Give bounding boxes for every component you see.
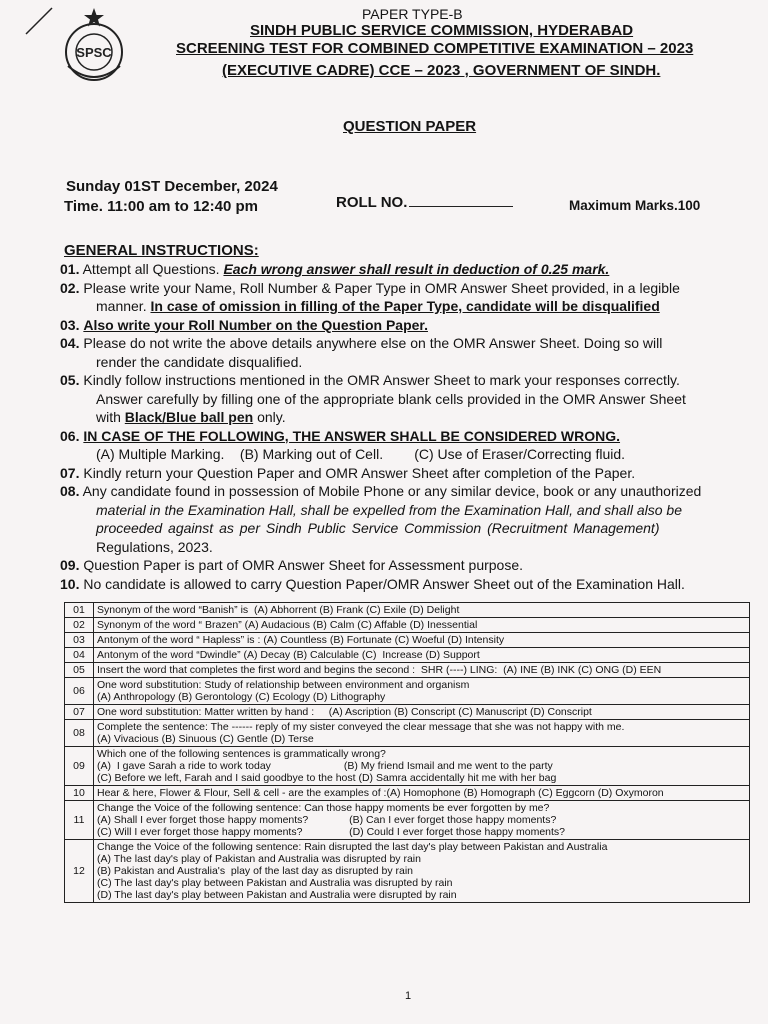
question-row bbox=[65, 720, 750, 747]
question-line: (C) The last day's play between Pakistan and Australia was disrupted by rain bbox=[97, 877, 453, 889]
question-line: Synonym of the word “ Brazen” (A) Audacious (B) Calm (C) Affable (D) Inessential bbox=[97, 619, 478, 631]
question-line: (C) Before we left, Farah and I said goodbye to the host (D) Samra accidentally hit me with her bag bbox=[97, 772, 557, 784]
roll-number-label: ROLL NO. bbox=[336, 194, 408, 211]
question-text bbox=[94, 663, 750, 678]
instruction-04-cont: render the candidate disqualified. bbox=[96, 353, 303, 370]
question-line: Change the Voice of the following sentence: Can those happy moments be ever forgotten by me? bbox=[97, 802, 550, 814]
question-number: 03 bbox=[65, 633, 94, 648]
question-text bbox=[94, 840, 750, 903]
exam-date: Sunday 01ST December, 2024 bbox=[66, 178, 278, 195]
question-line: (D) The last day's play between Pakistan and Australia were disrupted by rain bbox=[97, 889, 457, 901]
question-line: One word substitution: Matter written by hand : (A) Ascription (B) Conscript (C) Manuscript (D) Conscript bbox=[97, 706, 592, 718]
question-row bbox=[65, 603, 750, 618]
question-line: (A) I gave Sarah a ride to work today (B) My friend Ismail and me went to the party bbox=[97, 760, 553, 772]
instruction-03: 03. Also write your Roll Number on the Question Paper. bbox=[60, 316, 428, 333]
question-text bbox=[94, 801, 750, 840]
question-line: (A) Shall I ever forget those happy moments? (B) Can I ever forget those happy moments? bbox=[97, 814, 557, 826]
question-line: (C) Will I ever forget those happy moments? (D) Could I ever forget those happy moments? bbox=[97, 826, 566, 838]
question-text bbox=[94, 747, 750, 786]
question-text bbox=[94, 603, 750, 618]
question-row bbox=[65, 678, 750, 705]
maximum-marks: Maximum Marks.100 bbox=[569, 198, 701, 213]
question-row bbox=[65, 747, 750, 786]
instruction-01: 01. Attempt all Questions. Each wrong answer shall result in deduction of 0.25 mark. bbox=[60, 261, 610, 277]
question-text bbox=[94, 678, 750, 705]
question-row bbox=[65, 663, 750, 678]
question-text bbox=[94, 633, 750, 648]
paper-type: PAPER TYPE-B bbox=[362, 6, 463, 22]
question-line: Insert the word that completes the first word and begins the second : SHR (----) LING: (A) INE (B) INK (C) ONG (D) EEN bbox=[97, 664, 662, 676]
organization-name: SINDH PUBLIC SERVICE COMMISSION, HYDERABAD bbox=[250, 22, 634, 39]
question-number: 08 bbox=[65, 720, 94, 747]
page-number: 1 bbox=[405, 990, 412, 1002]
instructions-heading: GENERAL INSTRUCTIONS: bbox=[64, 242, 259, 259]
instruction-04: 04. Please do not write the above details anywhere else on the OMR Answer Sheet. Doing so will bbox=[60, 335, 663, 351]
instruction-06: 06. IN CASE OF THE FOLLOWING, THE ANSWER SHALL BE CONSIDERED WRONG. bbox=[60, 427, 621, 444]
question-line: Hear & here, Flower & Flour, Sell & cell - are the examples of :(A) Homophone (B) Homograph (C) Eggcorn (D) Oxymoron bbox=[97, 787, 664, 799]
instruction-08: 08. Any candidate found in possession of Mobile Phone or any similar device, book or any unauthorized bbox=[60, 483, 702, 499]
instruction-05: 05. Kindly follow instructions mentioned in the OMR Answer Sheet to mark your responses correctly. bbox=[60, 372, 680, 388]
question-text bbox=[94, 648, 750, 663]
question-line: Change the Voice of the following sentence: Rain disrupted the last day's play between Pakistan and Australia bbox=[97, 841, 608, 853]
instructions-list bbox=[60, 260, 760, 593]
question-number: 10 bbox=[65, 786, 94, 801]
question-number: 01 bbox=[65, 603, 94, 618]
exam-time: Time. 11:00 am to 12:40 pm bbox=[64, 198, 258, 215]
question-line: Antonym of the word “Dwindle” (A) Decay (B) Calculable (C) Increase (D) Support bbox=[97, 649, 480, 661]
instruction-08-cont3: Regulations, 2023. bbox=[96, 538, 213, 555]
roll-number-field[interactable] bbox=[336, 194, 513, 211]
question-row bbox=[65, 648, 750, 663]
question-line: One word substitution: Study of relationship between environment and organism bbox=[97, 679, 470, 691]
question-text bbox=[94, 786, 750, 801]
question-row bbox=[65, 786, 750, 801]
instruction-08-cont: material in the Examination Hall, shall be expelled from the Examination Hall, and shall also be bbox=[96, 501, 682, 518]
question-row bbox=[65, 840, 750, 903]
question-text bbox=[94, 705, 750, 720]
question-line: (B) Pakistan and Australia's play of the last day as disrupted by rain bbox=[97, 865, 414, 877]
instruction-02: 02. Please write your Name, Roll Number & Paper Type in OMR Answer Sheet provided, in a legible bbox=[60, 279, 680, 296]
instruction-06-options: (A) Multiple Marking. (B) Marking out of Cell. (C) Use of Eraser/Correcting fluid. bbox=[96, 446, 626, 462]
exam-title: SCREENING TEST FOR COMBINED COMPETITIVE EXAMINATION – 2023 bbox=[176, 40, 694, 57]
instruction-10: 10. No candidate is allowed to carry Question Paper/OMR Answer Sheet out of the Examination Hall. bbox=[60, 575, 685, 592]
roll-number-blank[interactable] bbox=[409, 194, 513, 207]
logo-text: SPSC bbox=[76, 45, 112, 60]
question-line: Antonym of the word “ Hapless” is : (A) Countless (B) Fortunate (C) Woeful (D) Intensity bbox=[97, 634, 505, 646]
exam-cadre: (EXECUTIVE CADRE) CCE – 2023 , GOVERNMENT OF SINDH. bbox=[222, 62, 661, 79]
question-number: 12 bbox=[65, 840, 94, 903]
question-line: (A) Vivacious (B) Sinuous (C) Gentle (D) Terse bbox=[97, 733, 314, 745]
question-row bbox=[65, 705, 750, 720]
question-text bbox=[94, 720, 750, 747]
question-number: 04 bbox=[65, 648, 94, 663]
question-row bbox=[65, 633, 750, 648]
instruction-08-cont2: proceeded against as per Sindh Public Service Commission (Recruitment Management) bbox=[96, 520, 660, 536]
question-number: 09 bbox=[65, 747, 94, 786]
question-line: (A) The last day's play of Pakistan and Australia was disrupted by rain bbox=[97, 853, 421, 865]
question-line: Complete the sentence: The ------ reply of my sister conveyed the clear message that she was not happy with me. bbox=[97, 721, 625, 733]
instruction-05-cont: Answer carefully by filling one of the appropriate blank cells provided in the OMR Answer Sheet bbox=[96, 390, 686, 407]
question-number: 07 bbox=[65, 705, 94, 720]
question-row bbox=[65, 801, 750, 840]
instruction-07: 07. Kindly return your Question Paper and OMR Answer Sheet after completion of the Paper. bbox=[60, 464, 636, 481]
instruction-09: 09. Question Paper is part of OMR Answer Sheet for Assessment purpose. bbox=[60, 557, 524, 573]
question-number: 02 bbox=[65, 618, 94, 633]
instruction-02-cont: manner. In case of omission in filling of the Paper Type, candidate will be disqualified bbox=[96, 298, 660, 314]
pen-mark bbox=[22, 4, 56, 38]
question-number: 06 bbox=[65, 678, 94, 705]
instruction-05-pen: with Black/Blue ball pen only. bbox=[96, 409, 286, 425]
question-line: Synonym of the word “Banish” is (A) Abhorrent (B) Frank (C) Exile (D) Delight bbox=[97, 604, 460, 616]
spsc-logo bbox=[58, 6, 130, 86]
question-text bbox=[94, 618, 750, 633]
question-line: (A) Anthropology (B) Gerontology (C) Ecology (D) Lithography bbox=[97, 691, 386, 703]
page-title: QUESTION PAPER bbox=[343, 118, 477, 135]
questions-table bbox=[64, 602, 750, 903]
question-line: Which one of the following sentences is grammatically wrong? bbox=[97, 748, 386, 760]
question-row bbox=[65, 618, 750, 633]
question-number: 05 bbox=[65, 663, 94, 678]
question-number: 11 bbox=[65, 801, 94, 840]
